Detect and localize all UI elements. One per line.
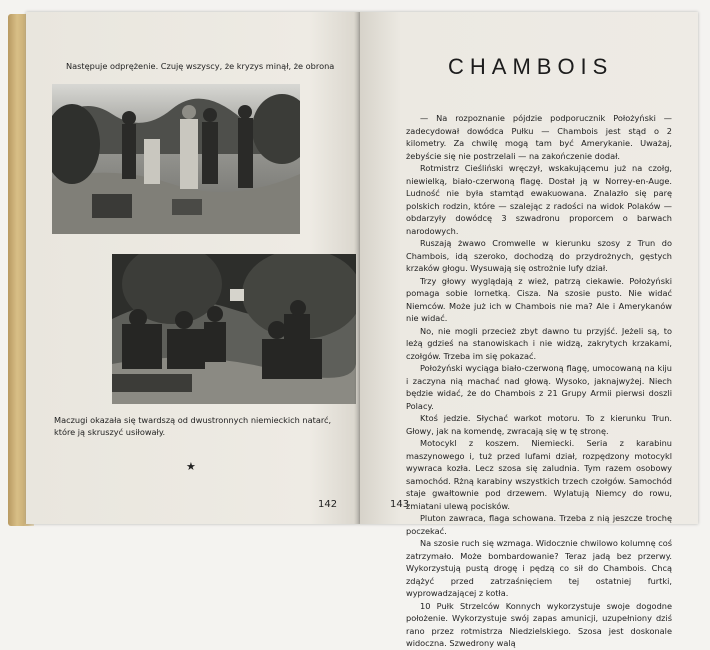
paragraph: Ruszają żwawo Cromwelle w kierunku szosy z Trun do Chambois, idą szeroko, dochodzą do przydrożnych, gęstych krzaków głogu. Wysuwają się ostrożnie lufy dział.	[406, 238, 672, 273]
paragraph: Ktoś jedzie. Słychać warkot motoru. To z kierunku Trun. Głowy, jak na komendę, zwracają się w tę stronę.	[406, 413, 672, 436]
bottom-photo	[112, 254, 356, 404]
paragraph: Trzy głowy wyglądają z wież, patrzą ciekawie. Położyński pomaga sobie lornetką. Cisza. Na szosie pusto. Nie widać Niemców. Może już ich w Chambois nie ma? Ale i Amerykanów nie widać.	[406, 275, 672, 323]
paragraph: No, nie mogli przecież zbyt dawno tu przyjść. Jeżeli są, to leżą gdzieś na stanowiskach i nie widzą, zakrytych krzakami, czołgów. Trzeba im się pokazać.	[406, 325, 672, 361]
paragraph: Motocykl z koszem. Niemiecki. Seria z karabinu maszynowego i, tuż przed lufami dział, rozpędzony motocykl wywraca kozła. Lecz szosa się zaludnia. Tym razem osobowy samochód. Rżną karabiny wszystkich trzech czołgów. Samochód staje gwałtownie pod drzewem. Wylatują Niemcy do rowu, zmiatani ulewą pocisków.	[406, 438, 672, 511]
star-ornament: ★	[186, 460, 196, 473]
paragraph: — Na rozpoznanie pójdzie podporucznik Położyński — zadecydował dowódca Pułku — Chambois jest stąd o 2 kilometry. Za chwilę mogą tam być Amerykanie. Uważaj, żebyście się nie postrzelali — na zakończenie dodał.	[406, 113, 672, 161]
left-page	[26, 12, 360, 524]
chapter-title: CHAMBOIS	[448, 54, 614, 79]
top-photo	[52, 84, 300, 234]
soldiers-resting-image	[112, 254, 356, 404]
paragraph: Położyński wyciąga biało-czerwoną flagę, umocowaną na kiju i zaczyna nią machać nad głową. Wysoko, jaknajwyżej. Niech będzie widać, że do Chambois z 21 Grupy Armii pierwsi doszli Polacy.	[406, 363, 672, 411]
right-page	[360, 12, 698, 648]
open-book	[8, 8, 702, 648]
paragraph: 10 Pułk Strzelców Konnych wykorzystuje swoje dogodne położenie. Wykorzystuje swój zapas amunicji, uzupełniony dziś rano przez rotmistrza Niedzielskiego. Szosa jest doskonale widoczna. Szwedrony walą	[406, 600, 672, 648]
soldiers-standing-image	[52, 84, 300, 234]
top-caption: Następuje odprężenie. Czuję wszyscy, że kryzys minął, że obrona	[66, 61, 335, 71]
paragraph: Pluton zawraca, flaga schowana. Trzeba z nią jeszcze trochę poczekać.	[406, 513, 672, 536]
bottom-caption-line-1: Maczugi okazała się twardszą od dwustronnych niemieckich natarć,	[54, 415, 332, 425]
left-page-number: 142	[318, 499, 338, 510]
paragraph: Na szosie ruch się wzmaga. Widocznie chwilowo kolumnę coś zatrzymało. Może bombardowanie? Teraz jadą bez przerwy. Wykorzystują pustą drogę i pędzą co sił do Chambois. Chcą zdążyć przed zatrzaśnięciem tej ostatniej furtki, wyprowadzającej z kotła.	[406, 538, 672, 598]
right-page-number: 143	[390, 499, 410, 510]
bottom-caption-line-2: które ją skruszyć usiłowały.	[54, 427, 166, 437]
paragraph: Rotmistrz Cieśliński wręczył, wskakującemu już na czołg, niewielką, biało-czerwoną flagę. Dostał ją w Norrey-en-Auge. Ludność nie była stamtąd ewakuowana. Znalazło się parę polskich rodzin, które — szalejąc z radości na widok Polaków — obdarzyły dowódcę 3 szwadronu proporcem o barwach narodowych.	[406, 163, 672, 236]
chapter-body	[406, 112, 672, 650]
